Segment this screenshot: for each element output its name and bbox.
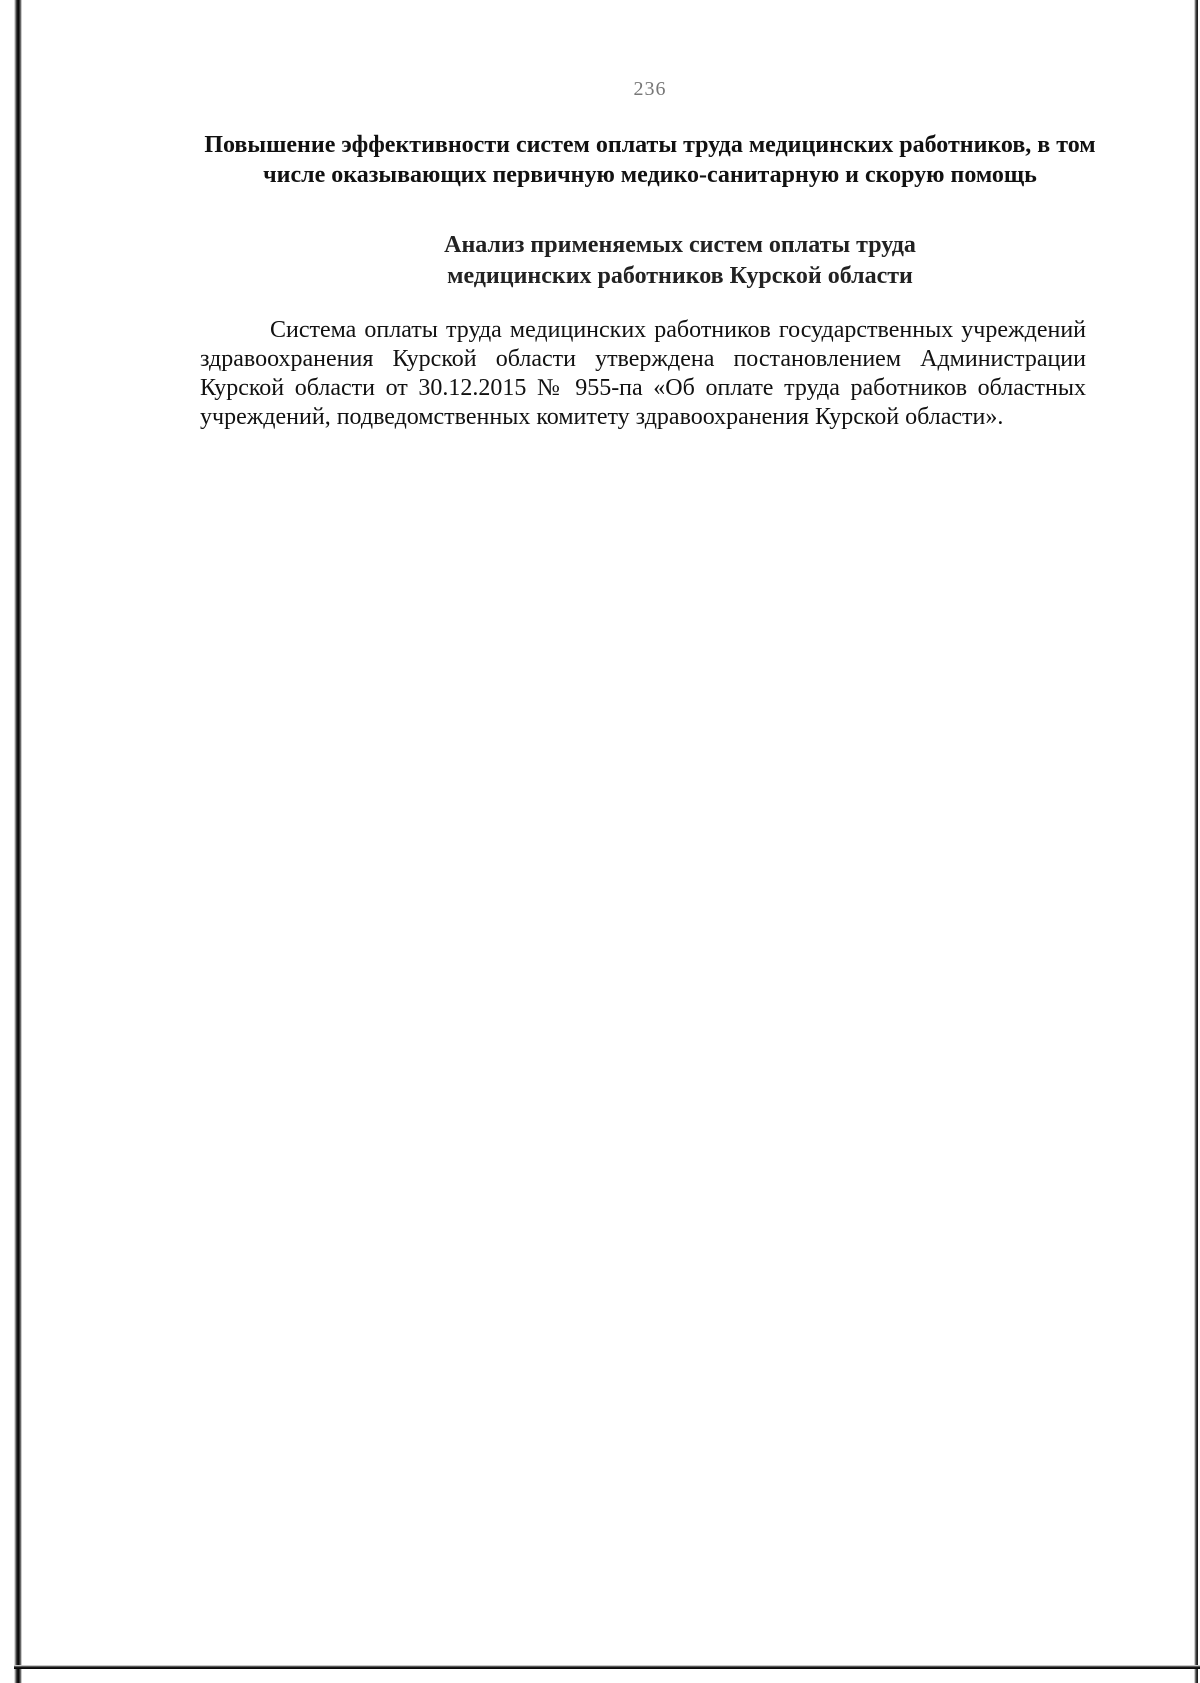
scan-edge-right bbox=[1194, 0, 1198, 1683]
page-number: 236 bbox=[633, 78, 667, 100]
section-subheading: Анализ применяемых систем оплаты труда медицинских работников Курской области bbox=[444, 232, 916, 289]
section-heading: Повышение эффективности систем оплаты труда медицинских работников, в том числе оказывающих первичную медико-санитарную и скорую помощь bbox=[204, 132, 1096, 188]
scan-edge-left bbox=[14, 0, 22, 1683]
body-paragraph: Система оплаты труда медицинских работников государственных учреждений здравоохранения Курской области утверждена постановлением Администрации Курской области от 30.12.2015 № 955-па «Об оплате труда работников областных учреждений, подведомственных комитету здравоохранения Курской области». bbox=[200, 317, 1086, 430]
scan-edge-bottom bbox=[14, 1665, 1200, 1669]
